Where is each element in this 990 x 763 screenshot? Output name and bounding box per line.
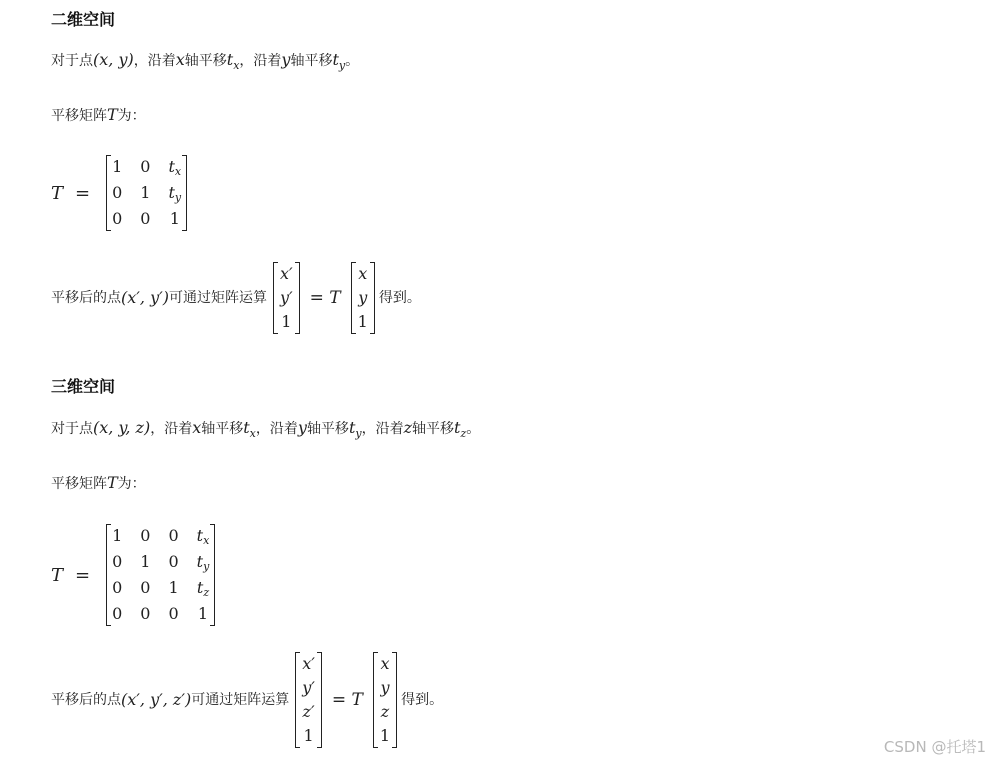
axis-z: z (403, 418, 413, 437)
matrix-equation-2d (51, 155, 191, 231)
matrix-cell: 0 (112, 209, 123, 228)
matrix-cell: 1 (112, 157, 123, 176)
text: 轴平移 (412, 421, 455, 437)
heading-2d: 二维空间 (51, 10, 116, 29)
tx-sub: x (233, 59, 240, 72)
vector-cell: y (358, 288, 368, 307)
matrix-cell: 0 (140, 604, 151, 623)
text: ，沿着 (150, 421, 193, 437)
axis-x: x (192, 418, 202, 437)
csdn-watermark: CSDN @托塔1 (883, 738, 986, 756)
matrix-cell: tz (196, 578, 210, 599)
text: 。 (345, 53, 360, 69)
text: 轴平移 (306, 421, 349, 437)
vector-cell: y′ (279, 288, 293, 307)
matrix-lhs: T (51, 182, 64, 204)
matrix-cell: 0 (140, 209, 151, 228)
point-prime-2d: (x′, y′) (121, 288, 169, 307)
matrix-cell: 0 (168, 526, 179, 545)
matrix-3d (106, 524, 215, 626)
vector-cell: y (380, 678, 390, 697)
matrix-cell: 0 (140, 578, 151, 597)
tx: t (226, 50, 234, 69)
matrix-cell: 1 (140, 183, 151, 202)
axis-y: y (297, 418, 307, 437)
point-3d: (x, y, z) (93, 418, 151, 437)
vector-cell: x′ (279, 264, 293, 283)
matrix-cell: 0 (140, 157, 151, 176)
matrix-equation-3d (51, 524, 219, 626)
vector-cell: z′ (302, 702, 315, 721)
text: ，沿着 (255, 421, 298, 437)
text: 得到。 (378, 290, 421, 306)
result-2d (51, 262, 421, 334)
axis-x: x (175, 50, 185, 69)
matrix-intro-3d (51, 473, 146, 494)
matrix-cell: 0 (140, 526, 151, 545)
matrix-cell: tx (168, 157, 182, 178)
text: 轴平移 (184, 53, 227, 69)
heading-3d: 三维空间 (51, 377, 116, 396)
ty-sub: y (355, 427, 362, 440)
tx: t (243, 418, 250, 437)
text: 对于点 (51, 421, 93, 437)
ty: t (348, 418, 356, 437)
matrix-cell: 0 (112, 552, 123, 571)
vector-cell: 1 (281, 312, 292, 331)
vector-prime-3d (295, 652, 322, 748)
ty-sub: y (338, 59, 346, 72)
text: 为： (117, 476, 146, 492)
vector-cell: 1 (379, 726, 391, 745)
tz-sub: z (460, 427, 467, 440)
matrix-cell: 0 (168, 552, 179, 571)
intro-3d (51, 418, 480, 440)
ty: t (332, 50, 339, 69)
axis-y: y (281, 50, 291, 69)
intro-2d (51, 50, 359, 72)
matrix-cell: 1 (197, 604, 209, 623)
matrix-cell: tx (196, 526, 210, 547)
matrix-2d (106, 155, 187, 231)
text: 平移矩阵 (51, 476, 107, 492)
text: ，沿着 (239, 53, 282, 69)
vector-cell: 1 (357, 312, 368, 331)
matrix-cell: 0 (112, 578, 123, 597)
text: 得到。 (401, 692, 444, 708)
matrix-cell: 1 (140, 552, 151, 571)
text: 可通过矩阵运算 (191, 692, 290, 708)
vector-cell: 1 (303, 726, 314, 745)
vector-3d (373, 652, 397, 748)
vector-cell: x (358, 264, 368, 283)
result-3d (51, 652, 443, 748)
vector-cell: x′ (302, 654, 315, 673)
text: 为： (117, 108, 146, 124)
matrix-cell: 0 (112, 183, 123, 202)
equals-sign: = (75, 182, 91, 204)
text: 轴平移 (201, 421, 244, 437)
matrix-cell: 1 (169, 209, 180, 228)
matrix-cell: 0 (112, 604, 123, 623)
text: 平移矩阵 (51, 108, 107, 124)
text: 对于点 (51, 53, 93, 69)
text: 平移后的点 (51, 290, 121, 306)
point-2d: (x, y) (93, 50, 134, 69)
point-prime-3d: (x′, y′, z′) (121, 690, 192, 709)
equals-sign: = (75, 564, 91, 586)
matrix-cell: 1 (112, 526, 123, 545)
matrix-cell: 1 (168, 578, 179, 597)
tz: t (454, 418, 461, 437)
matrix-intro-2d (51, 105, 146, 126)
text: 可通过矩阵运算 (168, 290, 267, 306)
matrix-symbol: T (107, 473, 118, 492)
matrix-lhs: T (51, 564, 64, 586)
tx-sub: x (249, 427, 256, 440)
vector-prime-2d (273, 262, 300, 334)
text: ，沿着 (361, 421, 404, 437)
text: 。 (466, 421, 481, 437)
matrix-symbol: T (107, 105, 118, 124)
text: 平移后的点 (51, 692, 121, 708)
equals-T: = T (309, 288, 341, 308)
vector-2d (351, 262, 375, 334)
vector-cell: x (380, 654, 390, 673)
matrix-cell: ty (196, 552, 210, 573)
matrix-cell: ty (168, 183, 182, 204)
text: ，沿着 (133, 53, 176, 69)
equals-T: = T (331, 690, 363, 710)
matrix-cell: 0 (168, 604, 179, 623)
vector-cell: z (380, 702, 390, 721)
text: 轴平移 (290, 53, 333, 69)
vector-cell: y′ (302, 678, 315, 697)
